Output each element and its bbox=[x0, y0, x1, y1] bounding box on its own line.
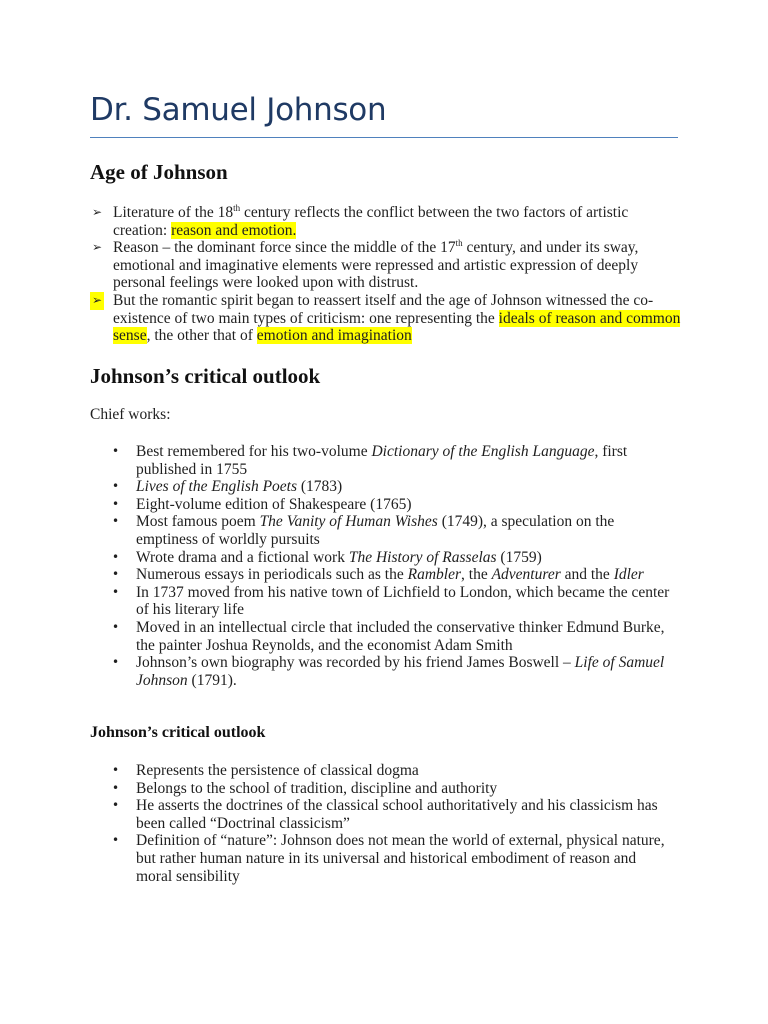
arrow-bullet-icon: ➢ bbox=[91, 240, 103, 255]
chief-works-label: Chief works: bbox=[90, 406, 171, 423]
section-heading-age-of-johnson: Age of Johnson bbox=[90, 160, 228, 184]
round-bullet-icon: • bbox=[112, 549, 120, 564]
section-heading-critical-outlook: Johnson’s critical outlook bbox=[90, 364, 321, 388]
list-item: • Wrote drama and a fictional work The History of Rasselas (1759) bbox=[112, 548, 542, 566]
round-bullet-icon: • bbox=[112, 584, 120, 599]
subheading-critical-outlook: Johnson’s critical outlook bbox=[90, 724, 266, 741]
highlighted-text: ideals of reason and common sense bbox=[113, 309, 681, 345]
list-item: • Lives of the English Poets (1783) bbox=[112, 478, 343, 496]
list-item: • Belongs to the school of tradition, discipline and authority bbox=[112, 779, 498, 797]
age-of-johnson-list bbox=[90, 204, 682, 345]
list-item: ➢ But the romantic spirit began to reassert itself and the age of Johnson witnessed the co-existence of two main types of criticism: one representing the ideals of reason and common sense, the other that of emotion and imagination bbox=[91, 291, 681, 345]
round-bullet-icon: • bbox=[112, 619, 120, 634]
arrow-bullet-icon: ➢ bbox=[91, 205, 103, 219]
list-item: • Represents the persistence of classical dogma bbox=[112, 762, 419, 779]
title-divider bbox=[90, 137, 678, 138]
round-bullet-icon: • bbox=[112, 496, 120, 511]
list-item: • Numerous essays in periodicals such as the Rambler, the Adventurer and the Idler bbox=[112, 566, 644, 584]
critical-outlook-list bbox=[110, 762, 670, 885]
round-bullet-icon: • bbox=[112, 444, 120, 458]
round-bullet-icon: • bbox=[112, 798, 120, 813]
round-bullet-icon: • bbox=[112, 780, 120, 795]
round-bullet-icon: • bbox=[112, 479, 120, 494]
list-item: • In 1737 moved from his native town of Lichfield to London, which became the center of his literary life bbox=[112, 583, 670, 619]
highlighted-text: emotion and imagination bbox=[256, 327, 412, 345]
round-bullet-icon: • bbox=[112, 514, 120, 529]
list-item: • Most famous poem The Vanity of Human Wishes (1749), a speculation on the emptiness of worldly pursuits bbox=[112, 513, 615, 548]
list-item: ➢ Reason – the dominant force since the middle of the 17th century, and under its sway, emotional and imaginative elements were repressed and artistic expression of deeply personal feelings were looked upon with distrust. bbox=[91, 238, 639, 292]
chief-works-list bbox=[110, 443, 670, 689]
highlighted-text: reason and emotion. bbox=[171, 221, 297, 239]
document-title: Dr. Samuel Johnson bbox=[90, 92, 387, 128]
list-item: ➢ Literature of the 18th century reflects the conflict between the two factors of artistic creation: reason and emotion. bbox=[91, 202, 629, 239]
round-bullet-icon: • bbox=[112, 567, 120, 582]
list-item: • Eight-volume edition of Shakespeare (1765) bbox=[112, 495, 412, 513]
round-bullet-icon: • bbox=[112, 655, 120, 670]
list-item: • He asserts the doctrines of the classical school authoritatively and his classicism has been called “Doctrinal classicism” bbox=[112, 797, 658, 832]
list-item: • Definition of “nature”: Johnson does not mean the world of external, physical nature, but rather human nature in its universal and historical embodiment of reason and moral sensibility bbox=[112, 832, 665, 885]
list-item: • Johnson’s own biography was recorded by his friend James Boswell – Life of Samuel Johnson (1791). bbox=[112, 654, 665, 689]
arrow-bullet-icon: ➢ bbox=[90, 292, 104, 310]
round-bullet-icon: • bbox=[112, 833, 120, 848]
list-item: • Moved in an intellectual circle that included the conservative thinker Edmund Burke, the painter Joshua Reynolds, and the economist Adam Smith bbox=[112, 618, 665, 654]
list-item: • Best remembered for his two-volume Dictionary of the English Language, first published in 1755 bbox=[112, 443, 628, 478]
round-bullet-icon: • bbox=[112, 763, 120, 777]
